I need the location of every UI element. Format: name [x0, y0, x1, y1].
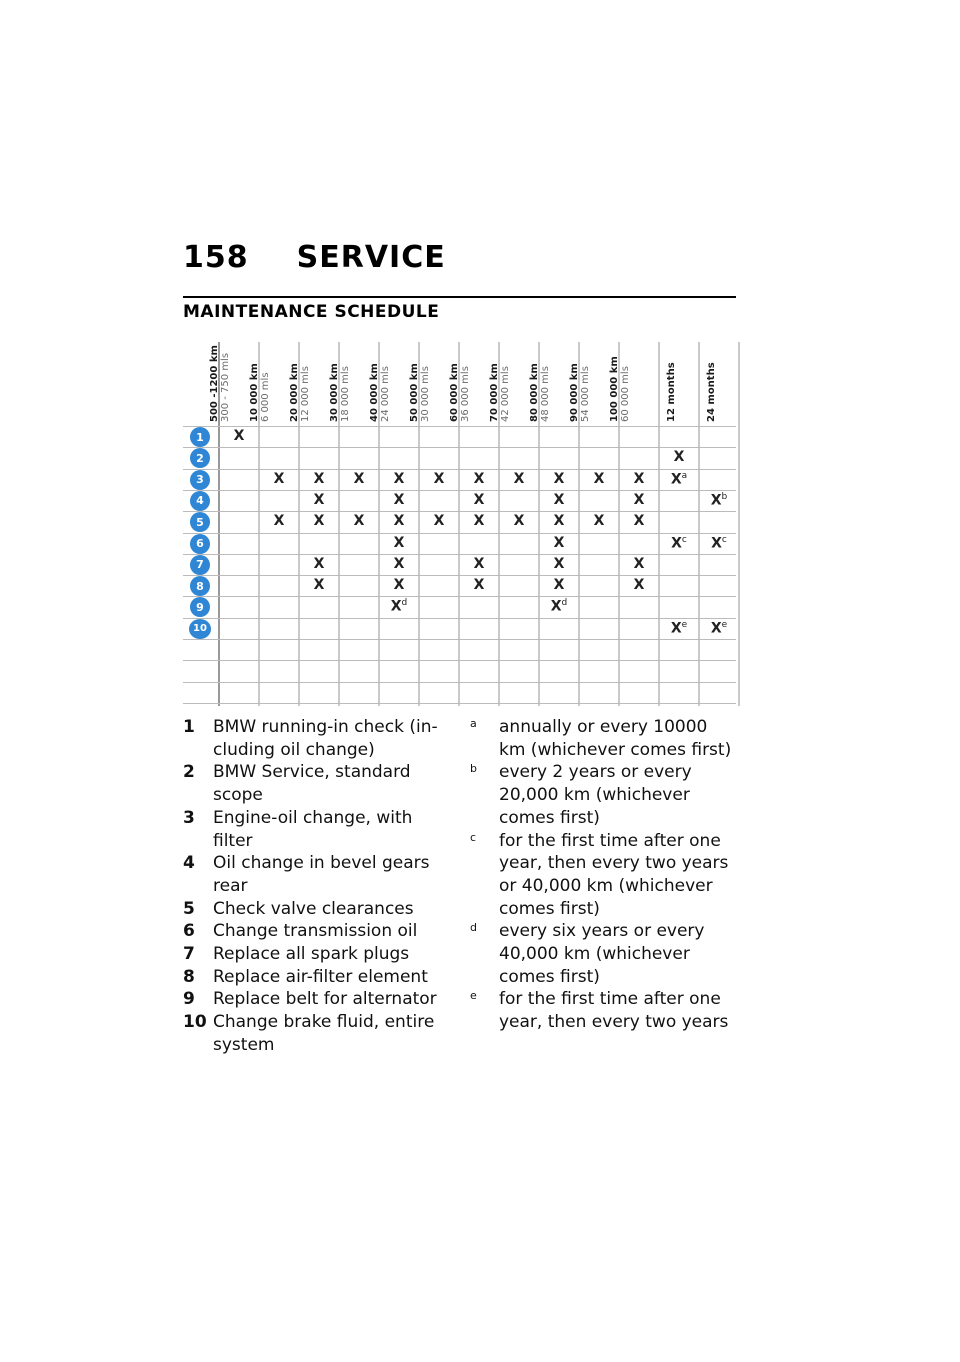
schedule-mark-x: X [433, 513, 445, 530]
legend-text: BMW running-in check (in-cluding oil change) [213, 717, 438, 760]
footnote-key: c [470, 830, 477, 844]
footnotes-list [470, 716, 736, 1034]
footnote-item [470, 920, 736, 988]
schedule-mark [539, 471, 579, 487]
legend-text: Change brake fluid, entire system [213, 1012, 435, 1055]
grid-hline [183, 554, 736, 555]
schedule-mark [419, 471, 459, 487]
schedule-mark [539, 513, 579, 529]
column-header-primary: 500 -1200 km [209, 345, 220, 422]
schedule-mark [619, 492, 659, 508]
schedule-mark [339, 471, 379, 487]
schedule-mark [659, 620, 699, 637]
legend-text: Replace belt for alternator [213, 989, 437, 1010]
schedule-mark-x: X [710, 492, 722, 509]
schedule-mark-x: X [433, 470, 445, 487]
column-header-secondary: 36 000 mls [460, 366, 471, 422]
schedule-mark-x: X [393, 534, 405, 551]
schedule-title: MAINTENANCE SCHEDULE [183, 302, 440, 322]
schedule-mark-x: X [710, 620, 722, 637]
column-header-primary: 50 000 km [409, 363, 420, 422]
schedule-mark-x: X [313, 555, 325, 572]
schedule-mark [419, 513, 459, 529]
grid-hline [183, 618, 736, 619]
schedule-mark [499, 471, 539, 487]
schedule-mark-x: X [473, 470, 485, 487]
footnote-text: for the first time after one year, then every two years [499, 989, 729, 1033]
schedule-mark [299, 513, 339, 529]
schedule-mark-x: X [633, 577, 645, 594]
schedule-mark-x: X [633, 555, 645, 572]
schedule-mark [379, 535, 419, 551]
column-header-secondary: 48 000 mls [540, 366, 551, 422]
row-number-badge: 4 [190, 491, 210, 511]
schedule-mark [539, 598, 579, 615]
page-number: 158 [183, 240, 249, 275]
legend-text: Check valve clearances [213, 898, 414, 919]
legend-text: BMW Service, standard scope [213, 762, 411, 806]
footnote-key: b [470, 762, 477, 776]
legend-item [183, 920, 443, 943]
schedule-mark-x: X [670, 471, 682, 488]
legend-text: Replace all spark plugs [213, 944, 410, 965]
schedule-mark-x: X [550, 599, 562, 616]
schedule-mark-footnote: c [721, 534, 727, 545]
footnote-item [470, 988, 736, 1033]
schedule-mark-x: X [711, 535, 722, 552]
schedule-mark [379, 513, 419, 529]
row-number-badge: 10 [189, 619, 211, 639]
legend-number: 8 [183, 966, 195, 987]
page-header [183, 240, 446, 275]
footnote-text: every 2 years or every 20,000 km (whichever comes first) [499, 762, 692, 828]
column-header-primary: 100 000 km [609, 356, 620, 422]
schedule-mark-footnote: e [721, 619, 728, 630]
legend-number: 3 [183, 807, 195, 828]
schedule-mark-x: X [670, 620, 682, 637]
column-header-secondary: 12 000 mls [300, 366, 311, 422]
schedule-mark-x: X [473, 555, 485, 572]
row-number-badge: 8 [190, 576, 210, 596]
legend-number: 9 [183, 989, 195, 1010]
column-header-primary: 40 000 km [369, 363, 380, 422]
legend-item [183, 943, 443, 966]
schedule-mark-x: X [593, 470, 605, 487]
row-number-badge: 3 [190, 470, 210, 490]
legend-number: 10 [183, 1012, 207, 1033]
column-header [699, 342, 739, 426]
schedule-mark [339, 513, 379, 529]
schedule-mark-x: X [233, 428, 245, 444]
schedule-mark [379, 598, 419, 615]
row-number-badge: 5 [190, 512, 210, 532]
schedule-mark [619, 471, 659, 487]
legend-item [183, 852, 443, 897]
legend-item [183, 761, 443, 806]
schedule-mark [659, 471, 699, 488]
grid-hline [183, 703, 736, 704]
schedule-mark [219, 428, 259, 444]
schedule-mark-x: X [313, 577, 325, 594]
schedule-mark [299, 556, 339, 572]
schedule-mark-x: X [553, 470, 565, 487]
schedule-mark-x: X [393, 555, 405, 572]
column-header-primary: 10 000 km [249, 363, 260, 422]
legend-item [183, 807, 443, 852]
section-title: SERVICE [296, 240, 446, 275]
legend-item [183, 898, 443, 921]
schedule-mark-x: X [273, 470, 285, 487]
grid-hline [183, 426, 736, 427]
schedule-mark [699, 620, 739, 637]
legend-number: 7 [183, 944, 195, 965]
legend-text: Change transmission oil [213, 921, 418, 942]
column-header-primary: 80 000 km [529, 363, 540, 422]
column-header-primary: 90 000 km [569, 363, 580, 422]
column-header-primary: 20 000 km [289, 363, 300, 422]
schedule-mark [459, 492, 499, 508]
schedule-mark-x: X [473, 577, 485, 594]
schedule-mark-x: X [673, 449, 685, 466]
footnote-item [470, 830, 736, 921]
schedule-mark-x: X [553, 513, 565, 530]
schedule-mark-x: X [633, 513, 645, 530]
legend-number: 5 [183, 898, 195, 919]
schedule-mark [499, 513, 539, 529]
schedule-mark [539, 492, 579, 508]
column-header-secondary: 24 000 mls [380, 366, 391, 422]
column-header [659, 342, 699, 426]
schedule-mark-x: X [313, 491, 325, 508]
grid-hline [183, 660, 736, 661]
schedule-mark-x: X [273, 513, 285, 530]
column-header-primary: 12 months [666, 362, 677, 422]
schedule-mark-x: X [593, 513, 605, 530]
schedule-mark-x: X [313, 513, 325, 530]
footnote-key: e [470, 989, 477, 1003]
schedule-mark-x: X [393, 470, 405, 487]
column-header-secondary: 54 000 mls [580, 366, 591, 422]
subheader [183, 296, 736, 322]
schedule-mark [539, 556, 579, 572]
schedule-mark-footnote: d [401, 598, 408, 609]
footnote-item [470, 761, 736, 829]
schedule-mark [539, 577, 579, 593]
schedule-mark [699, 492, 739, 509]
schedule-mark [379, 492, 419, 508]
legend-item [183, 716, 443, 761]
schedule-mark-x: X [671, 535, 682, 552]
schedule-mark [619, 513, 659, 529]
schedule-mark-x: X [633, 470, 645, 487]
schedule-mark-footnote: d [561, 598, 568, 609]
legend-list [183, 716, 443, 1057]
footnote-item [470, 716, 736, 761]
column-header-primary: 24 months [706, 362, 717, 422]
grid-hline [183, 682, 736, 683]
column-header [609, 342, 659, 426]
schedule-mark [619, 556, 659, 572]
column-header-secondary: 6 000 mls [260, 372, 271, 422]
schedule-mark [299, 471, 339, 487]
schedule-mark [299, 492, 339, 508]
column-header-primary: 30 000 km [329, 363, 340, 422]
row-number-badge: 2 [190, 448, 210, 468]
maintenance-schedule-table [183, 342, 736, 706]
schedule-mark [579, 513, 619, 529]
schedule-mark [379, 556, 419, 572]
schedule-mark-x: X [393, 577, 405, 594]
legend-item [183, 988, 443, 1011]
footnote-key: a [470, 717, 477, 730]
footnote-text: for the first time after one year, then every two years or 40,000 km (whichever comes first) [499, 830, 729, 919]
footnote-text: annually or every 10000 km (whichever comes first) [499, 717, 732, 760]
column-header-secondary: 42 000 mls [500, 366, 511, 422]
legend-number: 1 [183, 717, 195, 737]
schedule-mark-x: X [633, 491, 645, 508]
grid-hline [183, 533, 736, 534]
schedule-mark [539, 535, 579, 551]
schedule-mark-x: X [553, 577, 565, 594]
grid-hline [183, 447, 736, 448]
schedule-mark-x: X [393, 491, 405, 508]
schedule-mark-x: X [513, 470, 525, 487]
legend-text: Replace air-filter element [213, 966, 428, 987]
schedule-mark [459, 577, 499, 593]
schedule-mark-x: X [313, 470, 325, 487]
grid-hline [183, 511, 736, 512]
column-header-secondary: 300 - 750 mls [220, 352, 231, 422]
grid-hline [183, 490, 736, 491]
schedule-mark-x: X [513, 513, 525, 530]
legend-text: Oil change in bevel gears rear [213, 853, 430, 896]
schedule-mark-x: X [553, 491, 565, 508]
schedule-mark [659, 449, 699, 465]
schedule-mark [699, 535, 739, 552]
schedule-mark-x: X [553, 534, 565, 551]
schedule-mark [459, 471, 499, 487]
legend-number: 4 [183, 853, 195, 874]
column-header-secondary: 18 000 mls [340, 366, 351, 422]
column-header-primary: 60 000 km [449, 363, 460, 422]
row-number-badge: 7 [190, 555, 210, 575]
legend-text: Engine-oil change, with filter [213, 807, 413, 851]
schedule-mark [379, 577, 419, 593]
schedule-mark-x: X [353, 470, 365, 487]
legend-number: 2 [183, 762, 195, 783]
schedule-mark [299, 577, 339, 593]
schedule-mark [459, 556, 499, 572]
row-number-badge: 1 [190, 427, 210, 447]
schedule-mark-x: X [393, 513, 405, 530]
schedule-mark-footnote: a [681, 470, 688, 481]
row-number-badge: 6 [190, 534, 210, 554]
schedule-mark [259, 513, 299, 529]
schedule-mark [659, 535, 699, 552]
column-header-primary: 70 000 km [489, 363, 500, 422]
column-header-secondary: 60 000 mls [620, 366, 631, 422]
schedule-mark [619, 577, 659, 593]
schedule-mark-x: X [473, 491, 485, 508]
footnote-text: every six years or every 40,000 km (whichever comes first) [499, 921, 705, 987]
schedule-mark-x: X [473, 513, 485, 530]
grid-hline [183, 575, 736, 576]
grid-hline [183, 596, 736, 597]
schedule-mark [379, 471, 419, 487]
legend-number: 6 [183, 921, 195, 942]
schedule-mark-x: X [353, 513, 365, 530]
grid-hline [183, 469, 736, 470]
schedule-mark [259, 471, 299, 487]
column-header-secondary: 30 000 mls [420, 366, 431, 422]
schedule-mark-footnote: e [681, 619, 688, 630]
legend-item [183, 966, 443, 989]
schedule-mark-footnote: b [721, 491, 728, 502]
legend-item [183, 1011, 443, 1056]
schedule-mark [459, 513, 499, 529]
schedule-mark-x: X [553, 555, 565, 572]
schedule-mark-x: X [390, 599, 402, 616]
grid-hline [183, 639, 736, 640]
row-number-badge: 9 [190, 597, 210, 617]
schedule-mark-footnote: c [681, 534, 687, 545]
schedule-mark [579, 471, 619, 487]
footnote-key: d [470, 921, 477, 935]
